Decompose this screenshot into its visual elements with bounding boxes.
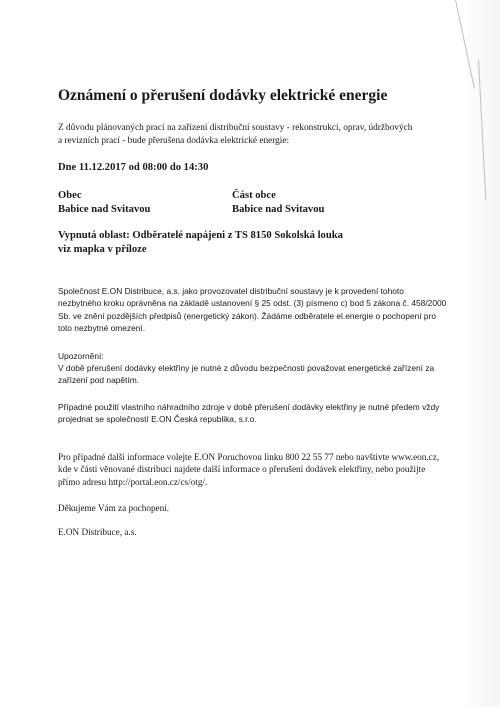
- thanks-line: Děkujeme Vám za pochopení.: [58, 502, 170, 513]
- municipality-column: [58, 189, 232, 217]
- scan-artifact-line: [455, 0, 475, 88]
- company-paragraph: Společnost E.ON Distribuce, a.s. jako provozovatel distribuční soustavy je k provedení tohoto nezbytného kroku oprávněna na základě ustanovení § 25 odst. (3) písmeno c) bod 5 zákona č. 458/2000 Sb. ve znění pozdějších předpisů (energetický zákon). Žádáme odběratele el.energie o pochopení pro toto nezbytné omezení.: [58, 286, 447, 333]
- intro-paragraph: Z důvodu plánovaných prací na zařízení distribuční soustavy - rekonstrukcí, oprav, údržbových a revizních prací - bude přerušena dodávka elektrické energie:: [58, 123, 413, 146]
- district-column: [232, 189, 406, 217]
- municipality-label: Obec: [58, 190, 82, 202]
- location-table: [58, 189, 473, 217]
- signature-line: E.ON Distribuce, a.s.: [58, 527, 137, 538]
- notice-page: [58, 86, 473, 539]
- district-value: Babice nad Svitavou: [232, 204, 325, 216]
- outage-date-line: Dne 11.12.2017 od 08:00 do 14:30: [58, 162, 209, 174]
- generator-paragraph: Případné použití vlastního náhradního zdroje v době přerušení dodávky elektřiny je nutné předem vždy projednat se společností E.ON Česká republika, s.r.o.: [58, 401, 440, 424]
- document-title: Oznámení o přerušení dodávky elektrické energie: [58, 87, 388, 104]
- contact-paragraph: Pro případné další informace volejte E.ON Poruchovou linku 800 22 55 77 nebo navštivte www.eon.cz, kde v části věnované distribuci najdete další informace o přerušení dodávek elektřiny, nebo použijte přímo adresu http://portal.eon.cz/cs/otg/.: [58, 452, 440, 487]
- district-label: Část obce: [232, 190, 276, 202]
- warning-paragraph: Upozornění: V době přerušení dodávky elektřiny je nutné z důvodu bezpečnosti považovat energetické zařízení za zařízení pod napětím.: [58, 351, 435, 386]
- municipality-value: Babice nad Svitavou: [58, 204, 151, 216]
- affected-area: Vypnutá oblast: Odběratelé napájeni z TS 8150 Sokolská louka viz mapka v příloze: [58, 230, 343, 256]
- scan-artifact-line: [478, 60, 486, 200]
